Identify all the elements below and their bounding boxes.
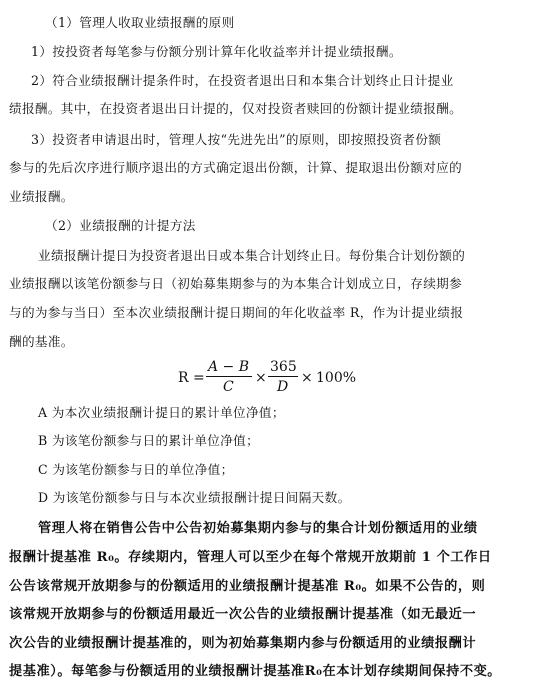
heading-principles: （1）管理人收取业绩报酬的原则 [45, 15, 235, 30]
paragraph-line: 1）按投资者每笔参与份额分别计算年化收益率并计提业绩报酬。 [31, 44, 402, 59]
paragraph-line: 酬的基准。 [9, 334, 74, 349]
formula-lhs: R = [178, 370, 205, 386]
paragraph-line: 与的为参与当日）至本次业绩报酬计提日期间的年化收益率 R，作为计提业绩报 [9, 305, 464, 320]
paragraph-line: 参与的先后次序进行顺序退出的方式确定退出份额，计算、提取退出份额对应的 [9, 160, 463, 175]
bold-paragraph-line: 次公告的业绩报酬计提基准的，则为初始募集期内参与份额适用的业绩报酬计 [9, 636, 477, 651]
definition-a: A 为本次业绩报酬计提日的累计单位净值； [38, 405, 285, 420]
formula-days: 365 [270, 359, 297, 375]
definition-c: C 为该笔份额参与日的单位净值； [38, 462, 234, 477]
formula-percent: 100% [316, 370, 357, 386]
heading-method: （2）业绩报酬的计提方法 [45, 218, 196, 233]
formula-times: × [301, 370, 313, 386]
formula-denominator-c: C [223, 379, 234, 395]
paragraph-line: 业绩报酬。 [9, 189, 74, 204]
paragraph-line: 2）符合业绩报酬计提条件时，在投资者退出日和本集合计划终止日计提业 [31, 73, 454, 88]
paragraph-line: 业绩报酬计提日为投资者退出日或本集合计划终止日。每份集合计划份额的 [38, 248, 466, 263]
formula-numerator: A − B [208, 359, 250, 375]
definition-b: B 为该笔份额参与日的累计单位净值； [38, 433, 260, 448]
bold-paragraph-line: 报酬计提基准 R₀。存续期内，管理人可以至少在每个常规开放期前 1 个工作日 [9, 550, 492, 565]
bold-paragraph-line: 管理人将在销售公告中公告初始募集期内参与的集合计划份额适用的业绩 [38, 521, 478, 536]
fraction-bar [268, 376, 298, 377]
formula-denominator-d: D [277, 379, 289, 395]
fraction-bar [206, 376, 252, 377]
definition-d: D 为该笔份额参与日与本次业绩报酬计提日间隔天数。 [38, 490, 351, 505]
bold-paragraph-line: 提基准）。每笔参与份额适用的业绩报酬计提基准R₀在本计划存续期间保持不变。 [9, 664, 502, 679]
bold-paragraph-line: 该常规开放期参与的份额适用最近一次公告的业绩报酬计提基准（如无最近一 [9, 607, 477, 622]
formula-times: × [255, 370, 267, 386]
return-rate-formula [178, 355, 378, 401]
paragraph-line: 3）投资者申请退出时，管理人按“先进先出”的原则，即按照投资者份额 [31, 132, 442, 147]
bold-paragraph-line: 公告该常规开放期参与的份额适用的业绩报酬计提基准 R₀。如果不公告的，则 [9, 579, 486, 594]
paragraph-line: 业绩报酬以该笔份额参与日（初始募集期参与的为本集合计划成立日，存续期参 [9, 276, 463, 291]
paragraph-line: 绩报酬。其中，在投资者退出日计提的，仅对投资者赎回的份额计提业绩报酬。 [9, 101, 463, 116]
